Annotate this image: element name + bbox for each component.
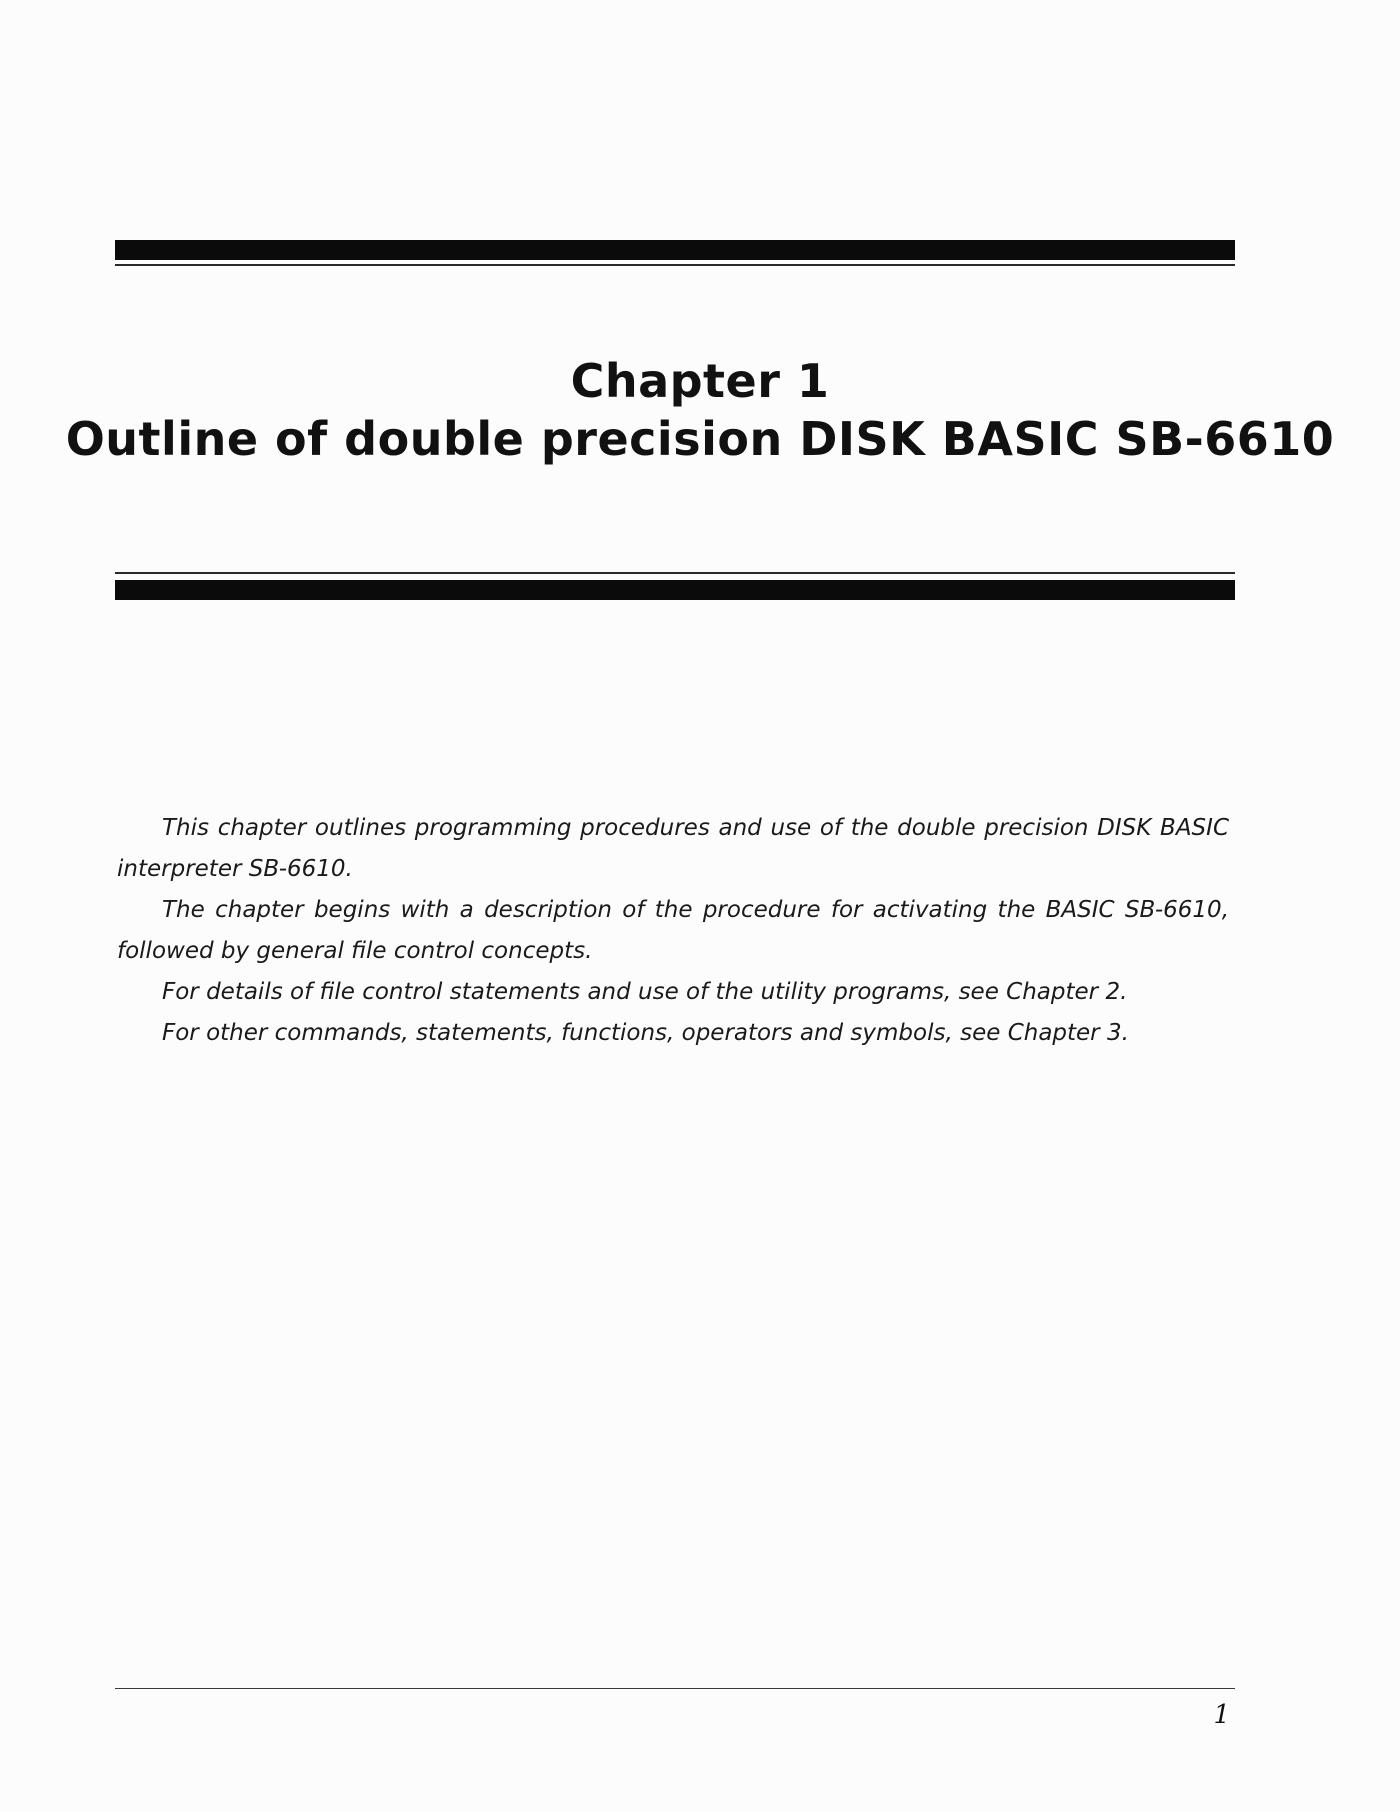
chapter-introduction <box>117 808 1229 1054</box>
intro-paragraph: For other commands, statements, functions, operators and symbols, see Chapter 3. <box>162 1020 1129 1046</box>
top-thin-rule <box>115 264 1235 266</box>
chapter-heading <box>0 352 1400 468</box>
chapter-title: Outline of double precision DISK BASIC SB-6610 <box>65 412 1335 466</box>
chapter-label: Chapter 1 <box>570 354 830 408</box>
intro-paragraph: The chapter begins with a description of the procedure for activating the BASIC SB-6610, followed by general file control concepts. <box>117 897 1229 964</box>
footer-rule <box>115 1688 1235 1689</box>
intro-paragraph: This chapter outlines programming procedures and use of the double precision DISK BASIC interpreter SB-6610. <box>117 815 1229 882</box>
intro-paragraph: For details of file control statements and use of the utility programs, see Chapter 2. <box>162 979 1128 1005</box>
bottom-thick-rule <box>115 580 1235 600</box>
bottom-thin-rule <box>115 572 1235 574</box>
top-thick-rule <box>115 240 1235 260</box>
page-number: 1 <box>1213 1700 1230 1730</box>
